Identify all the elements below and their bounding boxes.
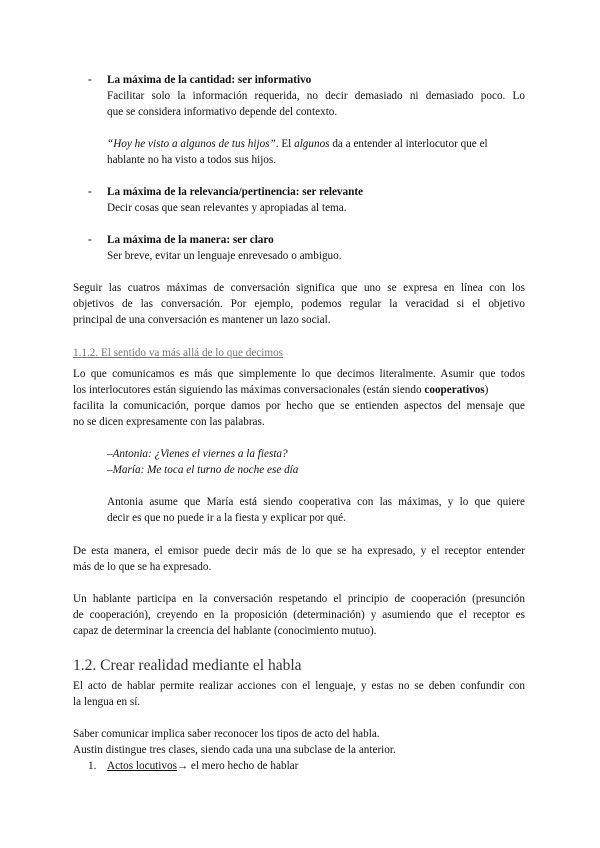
section-heading-1-2: 1.2. Crear realidad mediante el habla — [73, 657, 302, 674]
maxim-quantity-example-line-2: hablante no ha visto a todos sus hijos. — [107, 154, 277, 166]
bullet-dash: - — [88, 74, 92, 86]
example-mid: . El — [275, 138, 295, 150]
maxim-relevance-desc: Decir cosas que sean relevantes y apropiadas al tema. — [107, 202, 347, 214]
para-saber-line-1: Saber comunicar implica saber reconocer los tipos de acto del habla. — [73, 728, 380, 740]
term-actos-locutivos: Actos locutivos — [107, 760, 177, 772]
explain-line-1: Antonia asume que María está siendo cooperativa con las máximas, y lo que quiere — [107, 496, 525, 508]
para-emisor-line-1: De esta manera, el emisor puede decir más de lo que se ha expresado, y el receptor entender — [73, 545, 525, 557]
para-hablante-line-3: capaz de determinar la creencia del hablante (conocimiento mutuo). — [73, 625, 377, 637]
list-item-number: 1. — [88, 760, 97, 772]
para-1-1-2-line-1: Lo que comunicamos es más que simplemente lo que decimos literalmente. Asumir que todos — [73, 368, 525, 380]
maxim-quantity-desc-line-2: que se considera informativo depende del contexto. — [107, 106, 338, 118]
summary-line-3: principal de una conversación es mantener un lazo social. — [73, 314, 331, 326]
arrow-icon: → — [176, 760, 189, 772]
para-hablante-line-1: Un hablante participa en la conversación respetando el principio de cooperación (presunción — [73, 593, 525, 605]
para-hablante-line-2: de cooperación), creyendo en la proposición (determinación) y asumiendo que el receptor es — [73, 609, 525, 621]
list-item-actos-locutivos — [107, 758, 298, 774]
maxim-quantity-example-line-1 — [107, 136, 488, 152]
para-emisor-line-2: más de lo que se ha expresado. — [73, 561, 212, 573]
para-saber-line-2: Austin distingue tres clases, siendo cada una una subclase de la anterior. — [73, 744, 396, 756]
maxim-quantity-desc-line-1: Facilitar solo la información requerida, no decir demasiado ni demasiado poco. Lo — [107, 90, 525, 102]
cooperativos-term: cooperativos — [424, 384, 485, 396]
maxim-quantity-title: La máxima de la cantidad: ser informativo — [107, 74, 312, 86]
maxim-manner-title: La máxima de la manera: ser claro — [107, 234, 274, 246]
example-rest: da a entender al interlocutor que el — [329, 138, 488, 150]
example-word: algunos — [294, 138, 330, 150]
para-acto-line-1: El acto de hablar permite realizar acciones con el lenguaje, y estas no se deben confundir con — [73, 680, 525, 692]
maxim-manner-desc: Ser breve, evitar un lenguaje enrevesado o ambiguo. — [107, 250, 342, 262]
para-1-1-2-line-3: facilita la comunicación, porque damos por hecho que se entienden aspectos del mensaje que — [73, 400, 525, 412]
para-1-1-2-line-4: no se dicen expresamente con las palabras. — [73, 416, 265, 428]
maxim-relevance-title: La máxima de la relevancia/pertinencia: ser relevante — [107, 186, 364, 198]
dialogue-line-maria: –María: Me toca el turno de noche ese día — [107, 464, 299, 476]
para-1-1-2-line-2 — [73, 382, 488, 398]
example-quote: “Hoy he visto a algunos de tus hijos” — [107, 138, 276, 150]
subsection-title-1-1-2: 1.1.2. El sentido va más allá de lo que decimos — [73, 347, 284, 359]
line-2-a: los interlocutores están siguiendo las máximas conversacionales (están siendo — [73, 384, 425, 396]
explain-line-2: decir es que no puede ir a la fiesta y explicar por qué. — [107, 512, 346, 524]
list-item-text: el mero hecho de hablar — [188, 760, 299, 772]
para-acto-line-2: la lengua en sí. — [73, 696, 141, 708]
dialogue-line-antonia: –Antonia: ¿Vienes el viernes a la fiesta? — [107, 448, 288, 460]
bullet-dash: - — [88, 186, 92, 198]
line-2-b: ) — [484, 384, 489, 396]
summary-line-1: Seguir las cuatros máximas de conversación significa que uno se expresa en línea con los — [73, 282, 525, 294]
bullet-dash: - — [88, 234, 92, 246]
summary-line-2: objetivos de las conversación. Por ejemplo, podemos regular la veracidad si el objetivo — [73, 298, 525, 310]
